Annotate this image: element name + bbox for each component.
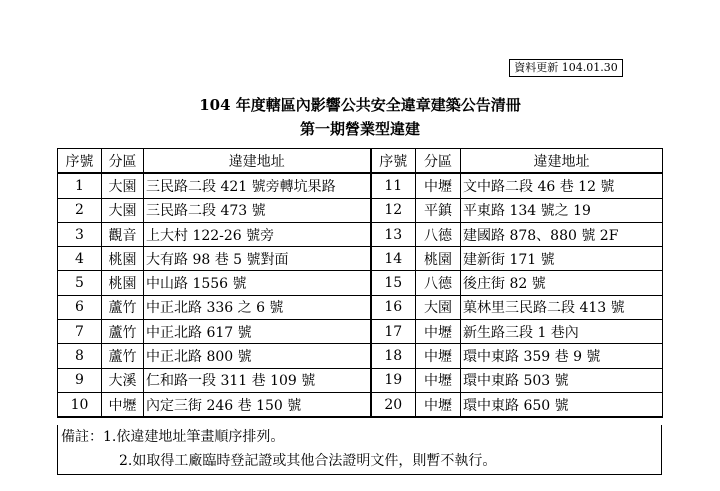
row-address: 新生路三段 1 巷內 xyxy=(461,320,663,344)
row-district: 中壢 xyxy=(416,344,461,368)
row-district: 大園 xyxy=(102,198,144,222)
table-row xyxy=(58,271,663,295)
row-address: 中山路 1556 號 xyxy=(144,271,371,295)
row-address: 大有路 98 巷 5 號對面 xyxy=(144,247,371,271)
row-address: 三民路二段 421 號旁轉坑果路 xyxy=(144,173,371,198)
table-row xyxy=(58,320,663,344)
row-no: 11 xyxy=(371,173,416,198)
row-address: 內定三街 246 巷 150 號 xyxy=(144,392,371,417)
row-address: 後庄街 82 號 xyxy=(461,271,663,295)
row-no: 15 xyxy=(371,271,416,295)
row-district: 桃園 xyxy=(102,271,144,295)
row-no: 13 xyxy=(371,222,416,246)
row-district: 大園 xyxy=(102,173,144,198)
row-address: 平東路 134 號之 19 xyxy=(461,198,663,222)
row-district: 蘆竹 xyxy=(102,295,144,319)
table-row xyxy=(58,173,663,198)
header-address-right: 違建地址 xyxy=(461,149,663,174)
row-address: 環中東路 503 號 xyxy=(461,368,663,392)
note-line-1 xyxy=(58,425,661,449)
table-row xyxy=(58,222,663,246)
row-no: 9 xyxy=(58,368,102,392)
row-district: 桃園 xyxy=(102,247,144,271)
row-no: 16 xyxy=(371,295,416,319)
table-row xyxy=(58,392,663,417)
table-row xyxy=(58,344,663,368)
row-no: 8 xyxy=(58,344,102,368)
row-district: 大溪 xyxy=(102,368,144,392)
row-district: 蘆竹 xyxy=(102,320,144,344)
row-no: 3 xyxy=(58,222,102,246)
row-no: 4 xyxy=(58,247,102,271)
row-district: 平鎮 xyxy=(416,198,461,222)
header-address-left: 違建地址 xyxy=(144,149,371,174)
table-header-row xyxy=(58,149,663,174)
row-no: 12 xyxy=(371,198,416,222)
row-address: 環中東路 650 號 xyxy=(461,392,663,417)
row-no: 17 xyxy=(371,320,416,344)
row-district: 八德 xyxy=(416,271,461,295)
row-no: 1 xyxy=(58,173,102,198)
row-address: 環中東路 359 巷 9 號 xyxy=(461,344,663,368)
row-no: 5 xyxy=(58,271,102,295)
row-district: 大園 xyxy=(416,295,461,319)
note-item-2: 2.如取得工廠臨時登記證或其他合法證明文件，則暫不執行。 xyxy=(119,453,497,469)
row-address: 菓林里三民路二段 413 號 xyxy=(461,295,663,319)
row-district: 蘆竹 xyxy=(102,344,144,368)
row-district: 觀音 xyxy=(102,222,144,246)
document-title: 104 年度轄區內影響公共安全違章建築公告清冊 xyxy=(199,96,521,114)
row-district: 八德 xyxy=(416,222,461,246)
table-row xyxy=(58,198,663,222)
row-no: 7 xyxy=(58,320,102,344)
header-district-left: 分區 xyxy=(102,149,144,174)
table-row xyxy=(58,295,663,319)
row-no: 6 xyxy=(58,295,102,319)
row-district: 桃園 xyxy=(416,247,461,271)
notes-label: 備註： xyxy=(61,429,103,445)
row-address: 上大村 122-26 號旁 xyxy=(144,222,371,246)
row-address: 建新街 171 號 xyxy=(461,247,663,271)
notes-section xyxy=(57,425,662,475)
row-address: 建國路 878、880 號 2F xyxy=(461,222,663,246)
document-subtitle: 第一期營業型違建 xyxy=(299,120,420,138)
row-address: 中正北路 800 號 xyxy=(144,344,371,368)
row-no: 14 xyxy=(371,247,416,271)
note-line-2 xyxy=(58,449,661,473)
row-district: 中壢 xyxy=(416,392,461,417)
row-no: 2 xyxy=(58,198,102,222)
row-district: 中壢 xyxy=(416,173,461,198)
row-address: 文中路二段 46 巷 12 號 xyxy=(461,173,663,198)
data-update-box: 資料更新 104.01.30 xyxy=(509,59,623,77)
row-address: 中正北路 336 之 6 號 xyxy=(144,295,371,319)
row-no: 20 xyxy=(371,392,416,417)
row-no: 10 xyxy=(58,392,102,417)
header-district-right: 分區 xyxy=(416,149,461,174)
row-no: 19 xyxy=(371,368,416,392)
row-district: 中壢 xyxy=(416,368,461,392)
row-district: 中壢 xyxy=(416,320,461,344)
header-no-left: 序號 xyxy=(58,149,102,174)
row-district: 中壢 xyxy=(102,392,144,417)
table-row xyxy=(58,247,663,271)
row-no: 18 xyxy=(371,344,416,368)
row-address: 中正北路 617 號 xyxy=(144,320,371,344)
table-row xyxy=(58,368,663,392)
row-address: 三民路二段 473 號 xyxy=(144,198,371,222)
note-item-1: 1.依違建地址筆畫順序排列。 xyxy=(103,429,285,445)
header-no-right: 序號 xyxy=(371,149,416,174)
violation-table xyxy=(57,148,663,418)
row-address: 仁和路一段 311 巷 109 號 xyxy=(144,368,371,392)
